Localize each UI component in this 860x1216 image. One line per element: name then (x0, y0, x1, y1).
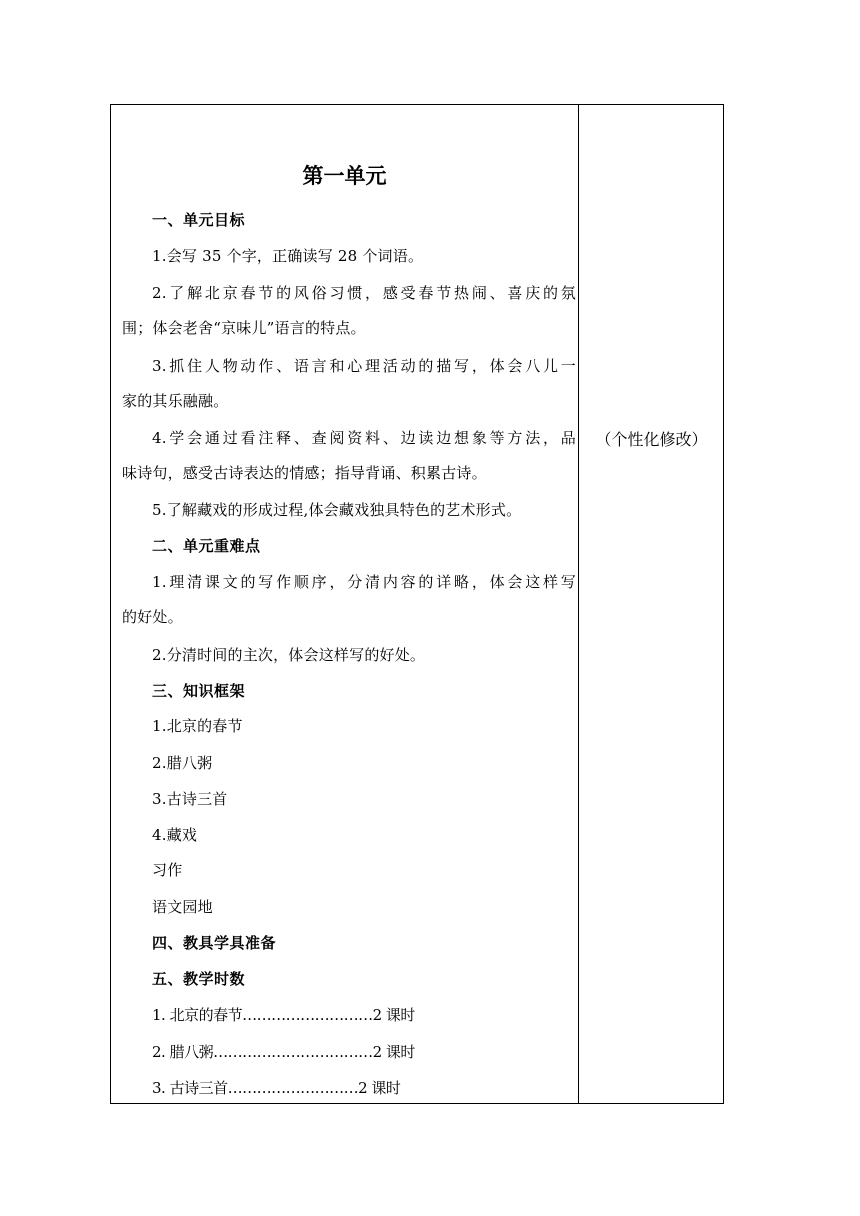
goal-1: 1.会写 35 个字，正确读写 28 个词语。 (152, 247, 424, 265)
framework-item-1: 1.北京的春节 (152, 717, 243, 735)
hours-item-2: 2. 腊八粥……………………………2 课时 (152, 1043, 415, 1061)
side-note: （个性化修改） (595, 430, 708, 449)
goal-4-line-2: 味诗句，感受古诗表达的情感；指导背诵、积累古诗。 (122, 464, 487, 482)
key-1-line-2: 的好处。 (122, 608, 183, 626)
framework-item-3: 3.古诗三首 (152, 790, 228, 808)
goal-2-line-1: 2.了解北京春节的风俗习惯，感受春节热闹、喜庆的氛 (152, 284, 576, 302)
goals-heading: 一、单元目标 (152, 211, 246, 229)
goal-3-line-2: 家的其乐融融。 (122, 392, 229, 410)
prep-heading: 四、教具学具准备 (152, 934, 277, 952)
key-2: 2.分清时间的主次，体会这样写的好处。 (152, 646, 426, 664)
key-points-heading: 二、单元重难点 (152, 537, 261, 555)
goal-3-line-1: 3.抓住人物动作、语言和心理活动的描写，体会八儿一 (152, 357, 576, 375)
goal-4-line-1: 4.学会通过看注释、查阅资料、边读边想象等方法，品 (152, 429, 576, 447)
unit-title: 第一单元 (302, 164, 387, 188)
framework-item-4: 4.藏戏 (152, 826, 198, 844)
hours-item-3: 3. 古诗三首………………………2 课时 (152, 1079, 401, 1097)
goal-2-line-2: 围；体会老舍“京味儿”语言的特点。 (122, 319, 366, 337)
column-divider (578, 104, 579, 1104)
hours-heading: 五、教学时数 (152, 970, 246, 988)
framework-item-5: 习作 (152, 861, 183, 879)
key-1-line-1: 1.理清课文的写作顺序，分清内容的详略，体会这样写 (152, 573, 576, 591)
hours-item-1: 1. 北京的春节………………………2 课时 (152, 1006, 415, 1024)
framework-heading: 三、知识框架 (152, 682, 246, 700)
framework-item-6: 语文园地 (152, 898, 213, 916)
goal-5: 5.了解藏戏的形成过程,体会藏戏独具特色的艺术形式。 (152, 501, 522, 519)
framework-item-2: 2.腊八粥 (152, 754, 213, 772)
